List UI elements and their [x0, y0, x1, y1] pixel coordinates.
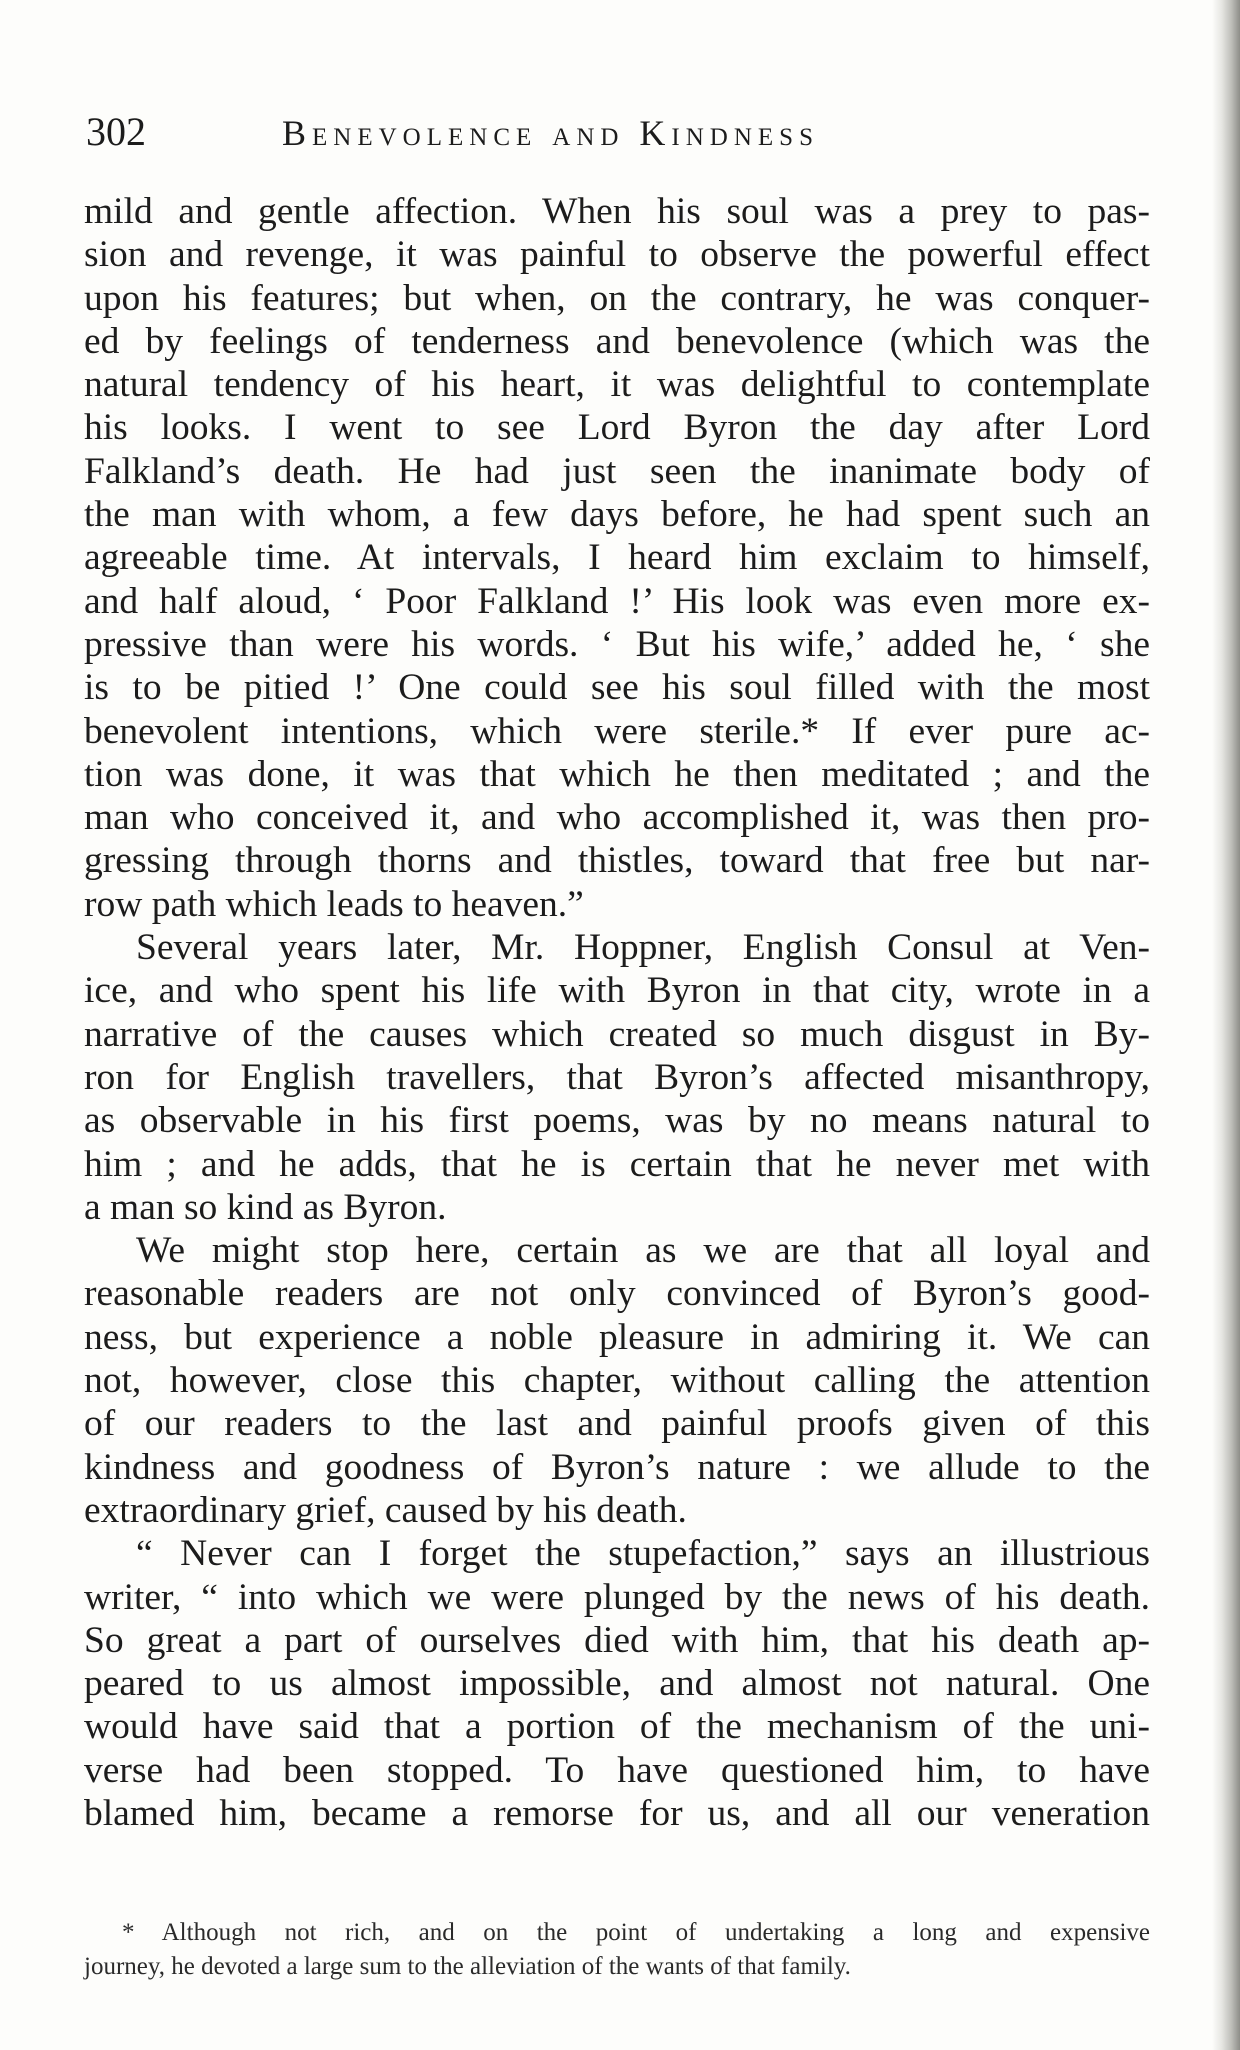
paragraph-end-line: extraordinary grief, caused by his death.	[84, 1489, 687, 1531]
text-line: reasonable readers are not only convinced of Byron’s good-	[84, 1273, 1150, 1315]
page-binding-edge	[1212, 0, 1240, 2050]
text-line: tion was done, it was that which he then meditated ; and the	[84, 753, 1150, 795]
text-line: sion and revenge, it was painful to observe the powerful effect	[84, 234, 1150, 276]
text-line: the man with whom, a few days before, he had spent such an	[84, 494, 1150, 536]
text-line: gressing through thorns and thistles, toward that free but nar-	[84, 840, 1150, 882]
text-line: natural tendency of his heart, it was delightful to contemplate	[84, 364, 1150, 406]
footnote	[84, 1916, 1150, 1984]
text-line: and half aloud, ‘ Poor Falkland !’ His look was even more ex-	[84, 580, 1150, 622]
text-line: upon his features; but when, on the contrary, he was conquer-	[84, 277, 1150, 319]
text-line: man who conceived it, and who accomplished it, was then pro-	[84, 797, 1150, 839]
text-line: agreeable time. At intervals, I heard him exclaim to himself,	[84, 537, 1150, 579]
text-line: him ; and he adds, that he is certain that he never met with	[84, 1143, 1150, 1185]
page-header	[86, 108, 986, 168]
text-line: narrative of the causes which created so much disgust in By-	[84, 1013, 1150, 1055]
text-line: benevolent intentions, which were sterile.* If ever pure ac-	[84, 710, 1150, 752]
text-line: peared to us almost impossible, and almost not natural. One	[84, 1663, 1150, 1705]
text-line: writer, “ into which we were plunged by the news of his death.	[84, 1576, 1150, 1618]
text-line: ed by feelings of tenderness and benevolence (which was the	[84, 320, 1150, 362]
text-line: mild and gentle affection. When his soul was a prey to pas-	[84, 191, 1150, 232]
paragraph-first-line: “ Never can I forget the stupefaction,” says an illustrious	[136, 1533, 1150, 1575]
text-line: blamed him, became a remorse for us, and all our veneration	[84, 1792, 1150, 1834]
text-line: his looks. I went to see Lord Byron the day after Lord	[84, 407, 1150, 449]
text-line: verse had been stopped. To have questioned him, to have	[84, 1749, 1150, 1791]
text-line: Falkland’s death. He had just seen the inanimate body of	[84, 450, 1150, 492]
text-line: ice, and who spent his life with Byron in that city, wrote in a	[84, 970, 1150, 1012]
paragraph-first-line: We might stop here, certain as we are that all loyal and	[136, 1230, 1150, 1272]
page-number: 302	[86, 109, 146, 154]
text-line: would have said that a portion of the mechanism of the uni-	[84, 1706, 1150, 1748]
text-line: as observable in his first poems, was by no means natural to	[84, 1100, 1150, 1142]
text-line: So great a part of ourselves died with him, that his death ap-	[84, 1619, 1150, 1661]
paragraph-end-line: a man so kind as Byron.	[84, 1186, 447, 1228]
text-line: pressive than were his words. ‘ But his wife,’ added he, ‘ she	[84, 623, 1150, 665]
paragraph-first-line: Several years later, Mr. Hoppner, English Consul at Ven-	[136, 927, 1150, 969]
paragraph-end-line: row path which leads to heaven.”	[84, 883, 584, 925]
text-line: not, however, close this chapter, without calling the attention	[84, 1360, 1150, 1402]
text-line: is to be pitied !’ One could see his soul filled with the most	[84, 667, 1150, 709]
text-line: of our readers to the last and painful proofs given of this	[84, 1403, 1150, 1445]
footnote-line: journey, he devoted a large sum to the alleviation of the wants of that family.	[84, 1953, 851, 1980]
running-title: Benevolence and Kindness	[282, 113, 819, 153]
text-line: kindness and goodness of Byron’s nature : we allude to the	[84, 1446, 1150, 1488]
text-line: ron for English travellers, that Byron’s affected misanthropy,	[84, 1056, 1150, 1098]
body-text	[84, 190, 1150, 1835]
footnote-line: * Although not rich, and on the point of undertaking a long and expensive	[122, 1919, 1150, 1946]
text-line: ness, but experience a noble pleasure in admiring it. We can	[84, 1316, 1150, 1358]
